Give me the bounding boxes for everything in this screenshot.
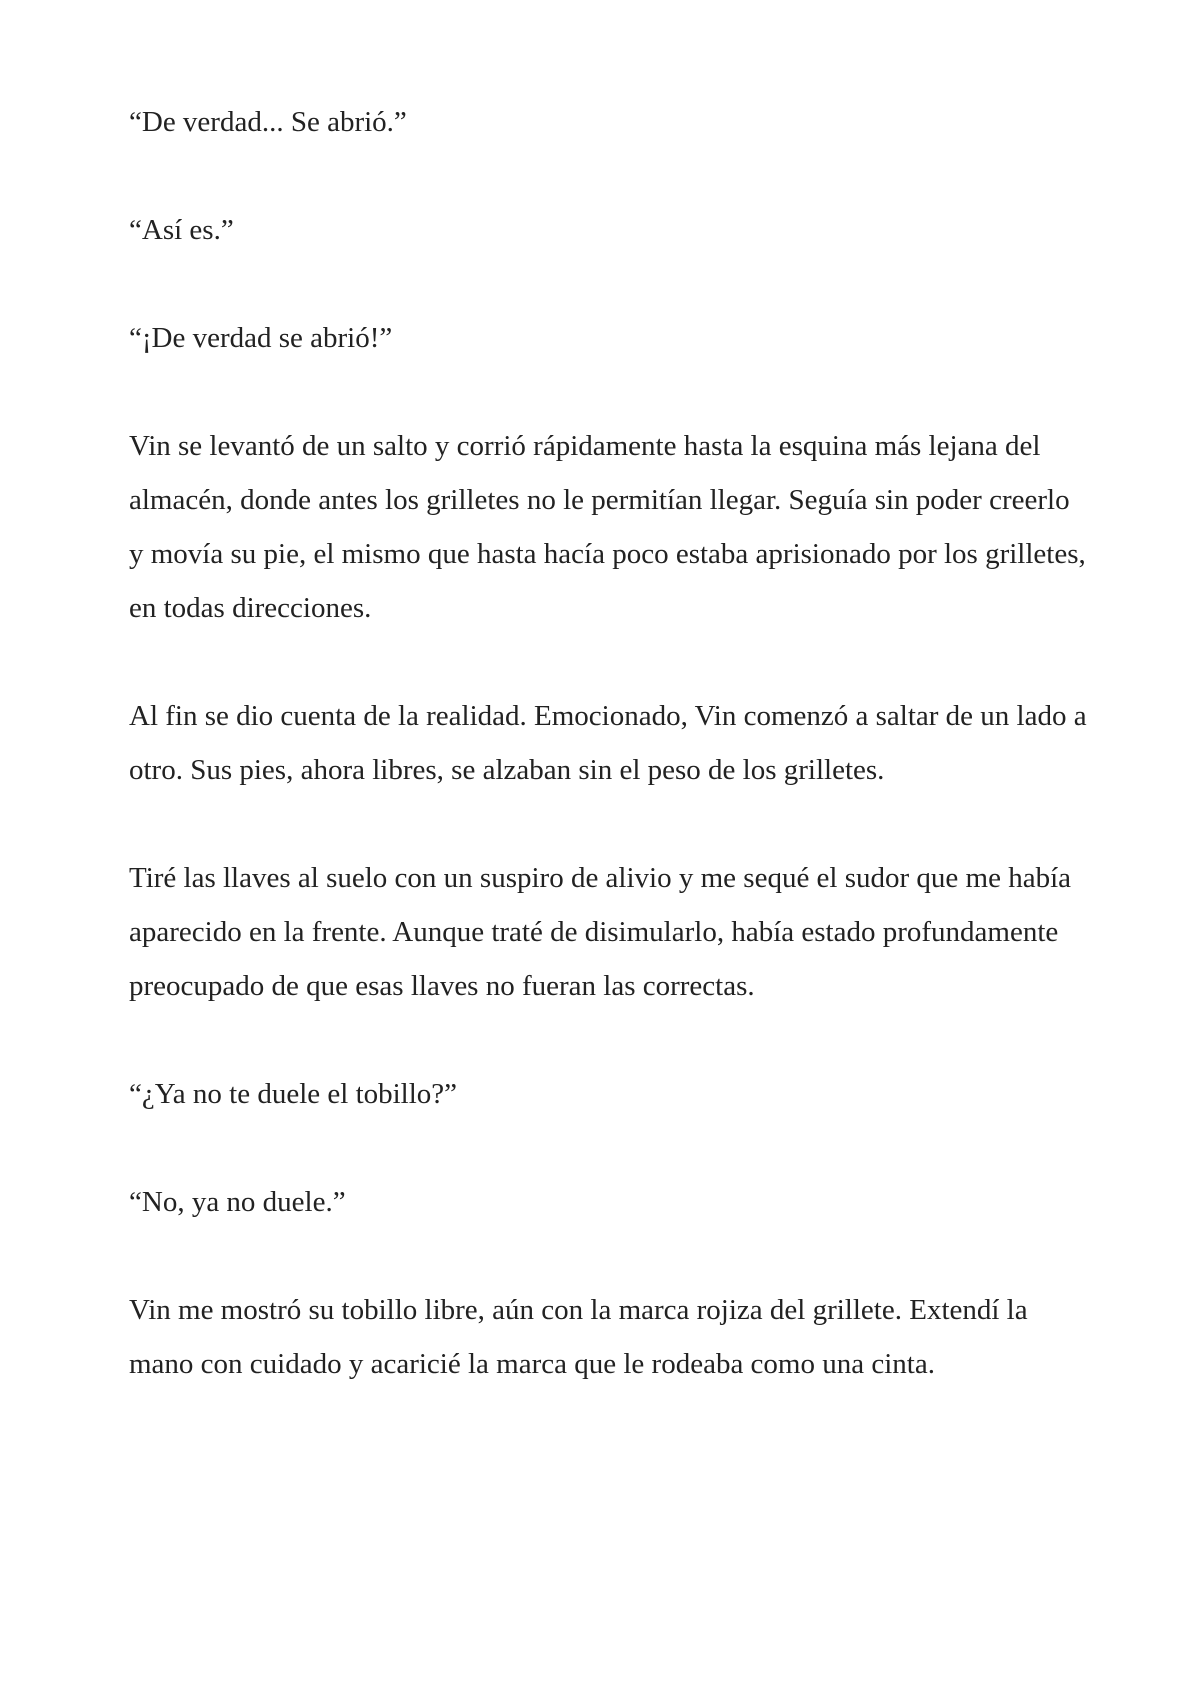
narrative-paragraph: Vin se levantó de un salto y corrió rápidamente hasta la esquina más lejana del almacén, donde antes los grilletes no le permitían llegar. Seguía sin poder creerlo y movía su pie, el mismo que hasta hacía poco estaba aprisionado por los grilletes, en todas direcciones. — [129, 430, 1086, 624]
dialogue-paragraph: “¡De verdad se abrió!” — [129, 322, 393, 354]
dialogue-paragraph: “¿Ya no te duele el tobillo?” — [129, 1078, 458, 1110]
document-page — [129, 95, 1089, 1391]
dialogue-paragraph: “De verdad... Se abrió.” — [129, 106, 407, 138]
narrative-paragraph: Al fin se dio cuenta de la realidad. Emocionado, Vin comenzó a saltar de un lado a otro. Sus pies, ahora libres, se alzaban sin el peso de los grilletes. — [129, 700, 1087, 786]
narrative-paragraph: Vin me mostró su tobillo libre, aún con la marca rojiza del grillete. Extendí la mano con cuidado y acaricié la marca que le rodeaba como una cinta. — [129, 1294, 1028, 1380]
narrative-paragraph: Tiré las llaves al suelo con un suspiro de alivio y me sequé el sudor que me había aparecido en la frente. Aunque traté de disimularlo, había estado profundamente preocupado de que esas llaves no fueran las correctas. — [129, 862, 1072, 1002]
dialogue-paragraph: “Así es.” — [129, 214, 234, 246]
dialogue-paragraph: “No, ya no duele.” — [129, 1186, 346, 1218]
